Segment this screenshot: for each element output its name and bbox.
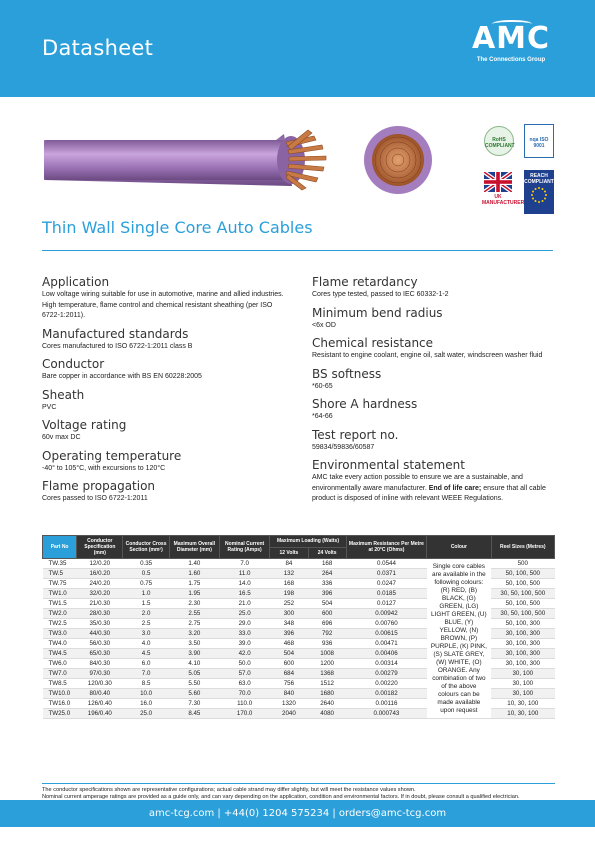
logo-text: AMC [471, 21, 551, 56]
uk-manufacturer-badge [482, 170, 525, 214]
cell-resistance: 0.00116 [346, 699, 426, 709]
cell-overall-diameter: 2.55 [169, 609, 219, 619]
cell-overall-diameter: 7.30 [169, 699, 219, 709]
cell-current-rating: 50.0 [220, 659, 270, 669]
nqa-iso-badge: nqa ISO 9001 [524, 124, 554, 158]
cell-part-no: TW.75 [43, 579, 77, 589]
section-heading: Operating temperature [42, 448, 182, 463]
cell-conductor-spec: 28/0.30 [77, 609, 123, 619]
cell-overall-diameter: 5.05 [169, 669, 219, 679]
cell-part-no: TW7.0 [43, 669, 77, 679]
cell-watts-12v: 252 [270, 599, 308, 609]
cell-watts-12v: 2040 [270, 709, 308, 719]
spec-column-left [42, 270, 292, 508]
cell-reel-sizes: 30, 100, 300 [491, 629, 554, 639]
cell-overall-diameter: 1.75 [169, 579, 219, 589]
cell-part-no: TW25.0 [43, 709, 77, 719]
cable-cross-section [364, 126, 432, 194]
cell-watts-12v: 756 [270, 679, 308, 689]
page-title: Datasheet [42, 36, 154, 60]
cell-current-rating: 21.0 [220, 599, 270, 609]
cell-reel-sizes: 10, 30, 100 [491, 699, 554, 709]
section-body: *60-65 [312, 382, 333, 390]
section-body: Low voltage wiring suitable for use in automotive, marine and allied industries. High temperature, flame control and chemical resistant sheathing (per ISO 6722-1:2011). [42, 291, 284, 319]
section-heading: Flame propagation [42, 479, 156, 493]
cell-current-rating: 7.0 [220, 559, 270, 569]
title-divider [42, 250, 553, 251]
cell-watts-24v: 936 [308, 639, 346, 649]
cell-current-rating: 63.0 [220, 679, 270, 689]
rohs-badge: RoHS COMPLIANT [484, 126, 514, 156]
cell-reel-sizes: 50, 100, 500 [491, 599, 554, 609]
cell-watts-12v: 198 [270, 589, 308, 599]
cell-conductor-spec: 65/0.30 [77, 649, 123, 659]
cell-current-rating: 25.0 [220, 609, 270, 619]
cell-reel-sizes: 30, 100 [491, 689, 554, 699]
cell-current-rating: 16.5 [220, 589, 270, 599]
cell-watts-24v: 396 [308, 589, 346, 599]
cell-watts-12v: 132 [270, 569, 308, 579]
cell-current-rating: 42.0 [220, 649, 270, 659]
cell-watts-24v: 1512 [308, 679, 346, 689]
cell-watts-24v: 264 [308, 569, 346, 579]
cell-resistance: 0.0544 [346, 559, 426, 569]
cell-watts-12v: 504 [270, 649, 308, 659]
cable-side-view [44, 130, 326, 190]
cell-part-no: TW6.0 [43, 659, 77, 669]
cell-cross-section: 3.0 [123, 629, 169, 639]
cell-reel-sizes: 30, 100, 300 [491, 659, 554, 669]
cell-cross-section: 1.5 [123, 599, 169, 609]
cell-conductor-spec: 97/0.30 [77, 669, 123, 679]
cell-watts-24v: 1368 [308, 669, 346, 679]
environment-heading: Environmental statement [312, 458, 465, 472]
cell-reel-sizes: 30, 100 [491, 679, 554, 689]
section-body: *64-66 [312, 413, 333, 420]
cell-overall-diameter: 2.75 [169, 619, 219, 629]
cell-overall-diameter: 5.50 [169, 679, 219, 689]
cell-part-no: TW10.0 [43, 689, 77, 699]
eu-stars-icon [530, 186, 548, 204]
cell-part-no: TW1.0 [43, 589, 77, 599]
cell-resistance: 0.00471 [346, 639, 426, 649]
cell-watts-24v: 504 [308, 599, 346, 609]
section-heading: Chemical resistance [312, 336, 434, 350]
cell-current-rating: 11.0 [220, 569, 270, 579]
cell-cross-section: 8.5 [123, 679, 169, 689]
cell-reel-sizes: 50, 100, 300 [491, 619, 554, 629]
header-colour: Colour [427, 536, 491, 559]
cell-part-no: TW.35 [43, 559, 77, 569]
cell-current-rating: 14.0 [220, 579, 270, 589]
certification-badges [480, 120, 560, 220]
header-reel-sizes: Reel Sizes (Metres) [491, 536, 554, 559]
amc-logo [462, 21, 560, 72]
cell-watts-24v: 792 [308, 629, 346, 639]
header-max-loading: Maximum Loading (Watts) [270, 536, 346, 548]
cell-watts-12v: 300 [270, 609, 308, 619]
cell-resistance: 0.00760 [346, 619, 426, 629]
logo-subtext: The Connections Group [476, 57, 546, 63]
cell-conductor-spec: 12/0.20 [77, 559, 123, 569]
cell-part-no: TW4.0 [43, 639, 77, 649]
cell-reel-sizes: 10, 30, 100 [491, 709, 554, 719]
cell-overall-diameter: 8.45 [169, 709, 219, 719]
cell-current-rating: 57.0 [220, 669, 270, 679]
cell-current-rating: 29.0 [220, 619, 270, 629]
cell-resistance: 0.0247 [346, 579, 426, 589]
cell-conductor-spec: 16/0.20 [77, 569, 123, 579]
section-heading: Test report no. [312, 427, 399, 442]
reach-badge-label: REACH COMPLIANT [524, 173, 554, 185]
cell-conductor-spec: 35/0.30 [77, 619, 123, 629]
cell-cross-section: 7.0 [123, 669, 169, 679]
header-resistance: Maximum Resistance Per Metre at 20°C (Ohms) [346, 536, 426, 559]
cell-conductor-spec: 24/0.20 [77, 579, 123, 589]
cell-overall-diameter: 4.10 [169, 659, 219, 669]
cell-watts-24v: 1008 [308, 649, 346, 659]
section-heading: Conductor [42, 357, 105, 371]
cell-watts-12v: 1320 [270, 699, 308, 709]
cell-resistance: 0.00279 [346, 669, 426, 679]
cell-reel-sizes: 30, 100 [491, 669, 554, 679]
cell-cross-section: 16.0 [123, 699, 169, 709]
section-body: Cores type tested, passed to IEC 60332-1-2 [312, 291, 449, 298]
cell-watts-12v: 600 [270, 659, 308, 669]
cell-resistance: 0.000743 [346, 709, 426, 719]
cell-reel-sizes: 500 [491, 559, 554, 569]
environment-body-bold: End of life care; [428, 484, 482, 492]
cell-part-no: TW.5 [43, 569, 77, 579]
environment-body-start: AMC take every action possible to ensure we are a sustainable, and environmentally aware manufacturer. [312, 474, 523, 492]
cell-resistance: 0.00182 [346, 689, 426, 699]
cell-watts-24v: 2640 [308, 699, 346, 709]
cell-conductor-spec: 126/0.40 [77, 699, 123, 709]
cell-conductor-spec: 196/0.40 [77, 709, 123, 719]
cell-watts-12v: 684 [270, 669, 308, 679]
cell-watts-12v: 84 [270, 559, 308, 569]
cell-cross-section: 2.0 [123, 609, 169, 619]
section-body: <6x OD [312, 321, 336, 329]
cell-cross-section: 10.0 [123, 689, 169, 699]
cell-resistance: 0.00406 [346, 649, 426, 659]
table-row [43, 559, 555, 569]
cell-resistance: 0.0127 [346, 599, 426, 609]
cell-reel-sizes: 30, 50, 100, 500 [491, 609, 554, 619]
cell-part-no: TW16.0 [43, 699, 77, 709]
section-body: 60v max DC [42, 434, 81, 441]
cell-cross-section: 0.5 [123, 569, 169, 579]
cell-cross-section: 4.0 [123, 639, 169, 649]
cell-conductor-spec: 32/0.20 [77, 589, 123, 599]
spec-column-right [312, 270, 562, 508]
cell-colour-options: Single core cables are available in the following colours: (R) RED, (B) BLACK, (G) GREEN, (LG) LIGHT GREEN, (U) BLUE, (Y) YELLOW, (N) BROWN, (P) PURPLE, (K) PINK, (S) SLATE GREY, (W) WHITE, (O) ORANGE. Any combination of two of the above colours can be made available upon request [427, 559, 491, 719]
cell-watts-12v: 396 [270, 629, 308, 639]
cell-current-rating: 39.0 [220, 639, 270, 649]
footer-contact: amc-tcg.com | +44(0) 1204 575234 | orders@amc-tcg.com [0, 800, 595, 827]
cell-watts-24v: 1200 [308, 659, 346, 669]
spec-table-wrapper [42, 535, 555, 719]
cell-reel-sizes: 30, 50, 100, 500 [491, 589, 554, 599]
cell-watts-12v: 468 [270, 639, 308, 649]
cell-part-no: TW4.5 [43, 649, 77, 659]
cell-overall-diameter: 1.95 [169, 589, 219, 599]
cell-resistance: 0.00220 [346, 679, 426, 689]
cell-conductor-spec: 44/0.30 [77, 629, 123, 639]
section-heading: Manufactured standards [42, 326, 189, 341]
header-bar [0, 0, 595, 97]
cell-overall-diameter: 1.40 [169, 559, 219, 569]
environment-body-end: ensure that all cable product is disposed of inline with relevant WEEE Regulations. [312, 484, 546, 502]
cell-overall-diameter: 3.50 [169, 639, 219, 649]
cell-conductor-spec: 80/0.40 [77, 689, 123, 699]
header-current-rating: Nominal Current Rating (Amps) [220, 536, 270, 559]
uk-badge-label: UK MANUFACTURER [482, 194, 525, 206]
cell-conductor-spec: 120/0.30 [77, 679, 123, 689]
section-heading: Voltage rating [42, 418, 127, 432]
cell-part-no: TW3.0 [43, 629, 77, 639]
cell-resistance: 0.00314 [346, 659, 426, 669]
header-cross-section: Conductor Cross Section (mm²) [123, 536, 169, 559]
section-heading: Flame retardancy [312, 275, 418, 289]
spec-table [42, 535, 555, 719]
cell-watts-24v: 4080 [308, 709, 346, 719]
section-heading: Shore A hardness [312, 397, 418, 411]
cell-conductor-spec: 84/0.30 [77, 659, 123, 669]
cell-reel-sizes: 50, 100, 500 [491, 569, 554, 579]
cell-cross-section: 2.5 [123, 619, 169, 629]
section-body: PVC [42, 403, 57, 411]
header-part-no: Part No [43, 536, 77, 559]
section-body: Bare copper in accordance with BS EN 60228:2005 [42, 373, 202, 380]
header-conductor-spec: Conductor Specification (mm) [77, 536, 123, 559]
cell-watts-24v: 1680 [308, 689, 346, 699]
cell-cross-section: 0.35 [123, 559, 169, 569]
cell-current-rating: 70.0 [220, 689, 270, 699]
cell-watts-24v: 600 [308, 609, 346, 619]
cable-illustration [36, 120, 476, 200]
cell-resistance: 0.00615 [346, 629, 426, 639]
header-24-volts: 24 Volts [308, 547, 346, 559]
cell-overall-diameter: 1.60 [169, 569, 219, 579]
section-body: Resistant to engine coolant, engine oil, salt water, windscreen washer fluid [312, 352, 543, 359]
cell-reel-sizes: 50, 100, 500 [491, 579, 554, 589]
cell-current-rating: 110.0 [220, 699, 270, 709]
cell-cross-section: 1.0 [123, 589, 169, 599]
section-heading: Minimum bend radius [312, 305, 443, 320]
cell-cross-section: 0.75 [123, 579, 169, 589]
header-overall-diameter: Maximum Overall Diameter (mm) [169, 536, 219, 559]
cell-part-no: TW1.5 [43, 599, 77, 609]
cell-overall-diameter: 3.20 [169, 629, 219, 639]
section-heading: Sheath [42, 387, 85, 402]
environment-body [312, 473, 562, 505]
cell-watts-24v: 696 [308, 619, 346, 629]
section-heading: BS softness [312, 366, 382, 381]
cell-cross-section: 6.0 [123, 659, 169, 669]
cell-conductor-spec: 21/0.30 [77, 599, 123, 609]
cell-part-no: TW2.5 [43, 619, 77, 629]
cell-current-rating: 33.0 [220, 629, 270, 639]
cell-resistance: 0.00942 [346, 609, 426, 619]
cell-cross-section: 4.5 [123, 649, 169, 659]
cell-reel-sizes: 30, 100, 300 [491, 649, 554, 659]
cell-watts-12v: 348 [270, 619, 308, 629]
section-body: Cores manufactured to ISO 6722-1:2011 class B [42, 342, 193, 350]
cell-watts-24v: 336 [308, 579, 346, 589]
cell-cross-section: 25.0 [123, 709, 169, 719]
spec-table-body [43, 559, 555, 719]
cell-current-rating: 170.0 [220, 709, 270, 719]
cell-watts-24v: 168 [308, 559, 346, 569]
cell-resistance: 0.0371 [346, 569, 426, 579]
section-body: 59834/59836/60587 [312, 443, 375, 451]
reach-badge [524, 170, 554, 214]
note-line-1: The conductor specifications shown are representative configurations; actual cable strand may differ slightly, but will meet the resistance values shown. [42, 787, 416, 793]
union-flag-icon [484, 172, 512, 192]
section-body: Cores passed to ISO 6722-1:2011 [42, 495, 148, 502]
section-body: -40° to 105°C, with excursions to 120°C [42, 464, 166, 472]
cell-resistance: 0.0185 [346, 589, 426, 599]
header-12-volts: 12 Volts [270, 547, 308, 559]
note-line-2: Nominal current amperage ratings are provided as a guide only, and can vary depending on the application, condition and environmental factors. If in doubt, please consult a qualified electrician. [42, 794, 520, 800]
product-title: Thin Wall Single Core Auto Cables [42, 218, 313, 237]
cell-part-no: TW2.0 [43, 609, 77, 619]
cell-overall-diameter: 3.90 [169, 649, 219, 659]
cell-reel-sizes: 30, 100, 300 [491, 639, 554, 649]
cell-conductor-spec: 56/0.30 [77, 639, 123, 649]
cell-overall-diameter: 5.60 [169, 689, 219, 699]
cell-watts-12v: 840 [270, 689, 308, 699]
section-heading: Application [42, 275, 110, 289]
cell-part-no: TW8.5 [43, 679, 77, 689]
cell-watts-12v: 168 [270, 579, 308, 589]
cell-overall-diameter: 2.30 [169, 599, 219, 609]
